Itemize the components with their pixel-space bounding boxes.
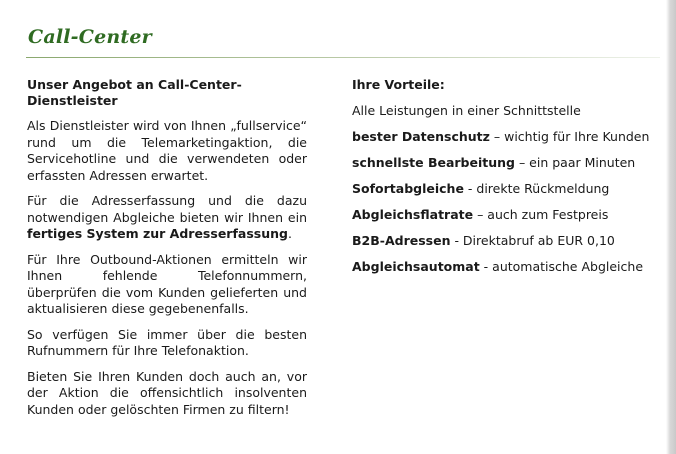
advantage-item bbox=[352, 103, 652, 129]
advantage-item bbox=[352, 181, 652, 207]
advantages-column bbox=[352, 77, 652, 285]
advantage-item bbox=[352, 207, 652, 233]
advantage-item bbox=[352, 129, 652, 155]
advantage-item-bold: schnellste Bearbeitung bbox=[352, 155, 515, 170]
title-divider bbox=[26, 57, 660, 58]
advantages-heading: Ihre Vorteile: bbox=[352, 77, 445, 92]
advantage-item-text: – auch zum Festpreis bbox=[473, 207, 609, 222]
advantage-item-text: Alle Leistungen in einer Schnittstelle bbox=[352, 103, 581, 118]
offer-paragraph-4: So verfügen Sie immer über die besten Rufnummern für Ihre Telefonaktion. bbox=[27, 326, 307, 358]
advantage-item-text: - Direktabruf ab EUR 0,10 bbox=[450, 233, 615, 248]
advantage-item-text: – wichtig für Ihre Kunden bbox=[489, 129, 650, 144]
advantage-item bbox=[352, 233, 652, 259]
advantage-item-bold: bester Datenschutz bbox=[352, 129, 490, 144]
advantage-item-text: – ein paar Minuten bbox=[514, 155, 636, 170]
advantage-item bbox=[352, 259, 652, 285]
advantage-item-text: - direkte Rückmeldung bbox=[463, 181, 610, 196]
advantage-item-bold: Abgleichsautomat bbox=[352, 259, 480, 274]
offer-paragraph-2-end: . bbox=[287, 226, 292, 241]
offer-paragraph-1: Als Dienstleister wird von Ihnen „fullservice“ rund um die Telemarketingaktion, die Servicehotline und die verwendeten oder erfassten Adressen erwartet. bbox=[27, 118, 307, 183]
offer-paragraph-2-text: Für die Adresserfassung und die dazu notwendigen Abgleiche bieten wir Ihnen ein bbox=[27, 193, 307, 225]
advantage-item-bold: Sofortabgleiche bbox=[352, 181, 464, 196]
offer-paragraph-5: Bieten Sie Ihren Kunden doch auch an, vor der Aktion die offensichtlich insolventen Kunden oder gelöschten Firmen zu filtern! bbox=[27, 368, 307, 417]
offer-paragraph-2-highlight: fertiges System zur Adresserfassung bbox=[27, 226, 288, 241]
advantage-item-text: - automatische Abgleiche bbox=[479, 259, 644, 274]
page-right-edge bbox=[666, 0, 676, 454]
advantage-item bbox=[352, 155, 652, 181]
offer-column bbox=[27, 77, 307, 427]
advantage-item-bold: Abgleichsflatrate bbox=[352, 207, 474, 222]
page-title: Call-Center bbox=[28, 26, 152, 48]
offer-paragraph-2 bbox=[27, 193, 307, 243]
advantage-item-bold: B2B-Adressen bbox=[352, 233, 451, 248]
offer-paragraph-3: Für Ihre Outbound-Aktionen ermitteln wir Ihnen fehlende Telefonnummern, überprüfen die vom Kunden gelieferten und aktualisieren diese gegebenenfalls. bbox=[27, 251, 307, 316]
offer-heading: Unser Angebot an Call-Center-Dienstleister bbox=[27, 77, 242, 108]
